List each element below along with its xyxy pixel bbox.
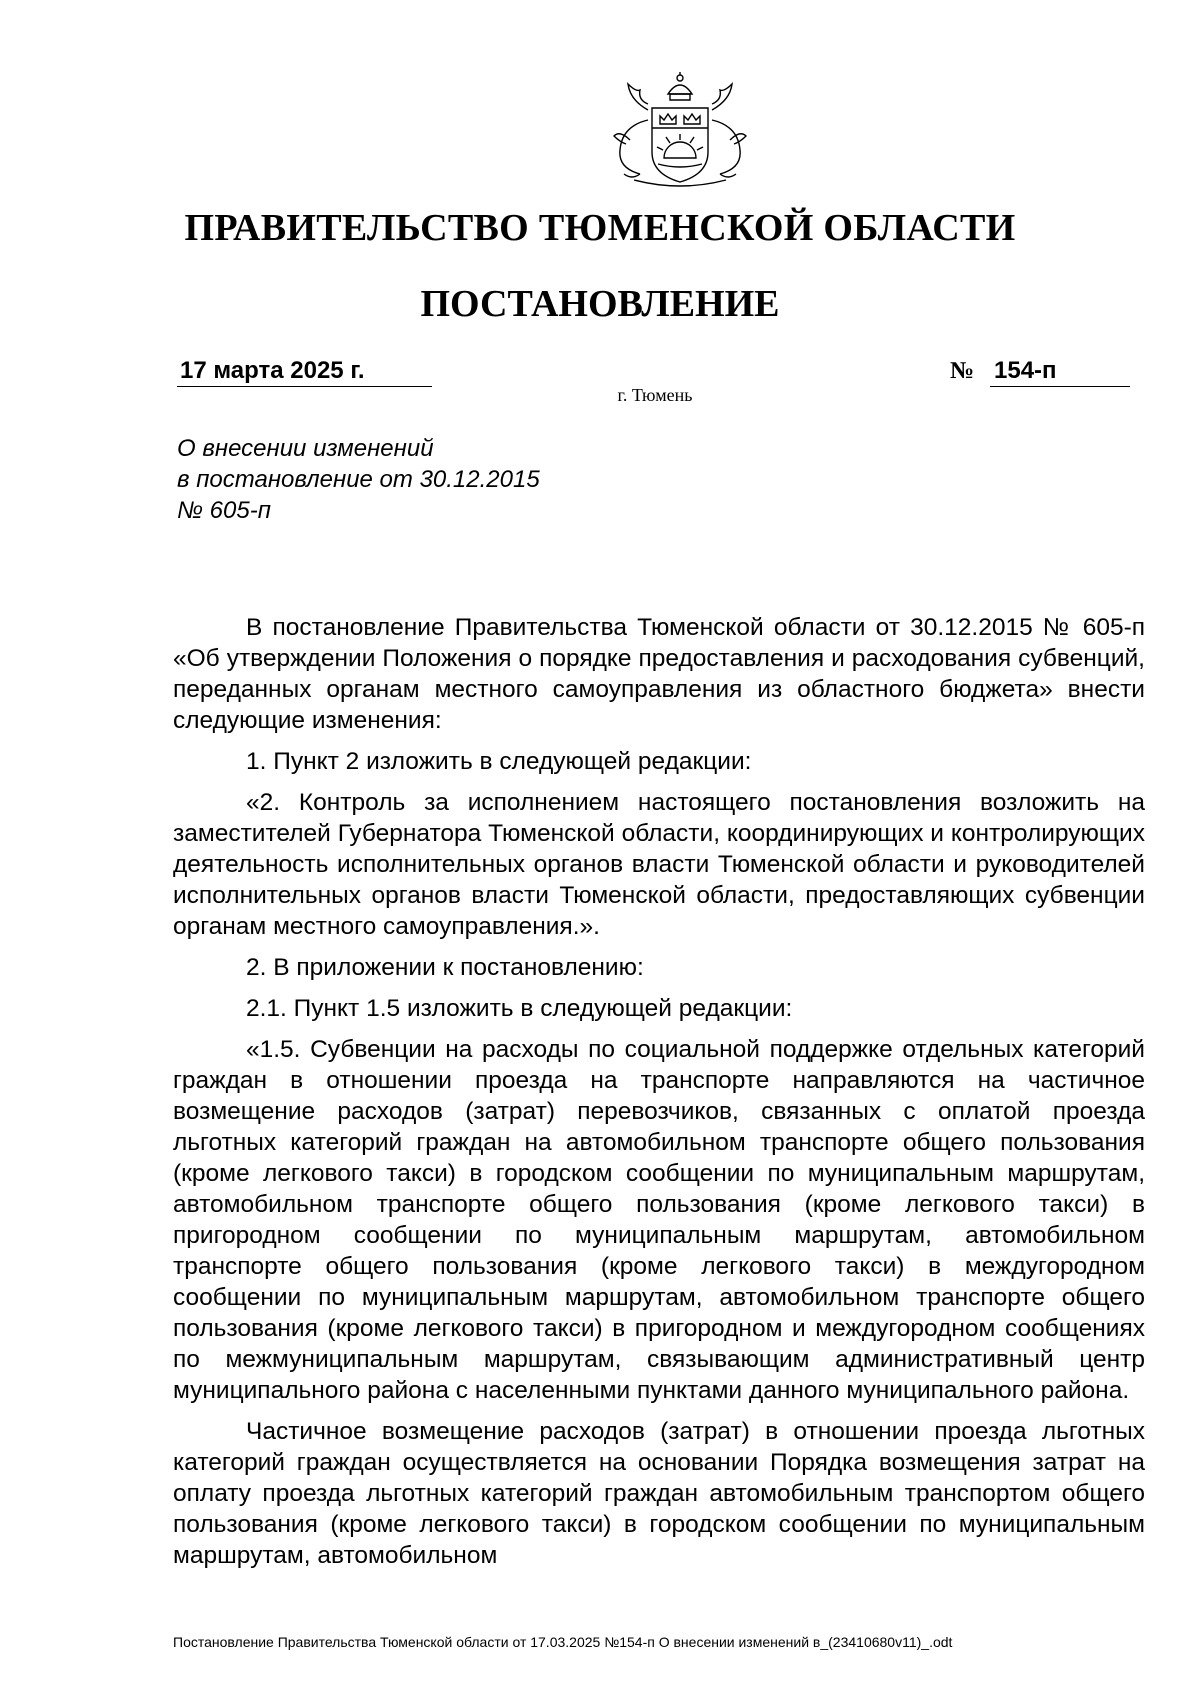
city-label: г. Тюмень	[617, 385, 693, 405]
body-paragraph: Частичное возмещение расходов (затрат) в отношении проезда льготных категорий граждан осуществляется на основании Порядка возмещения затрат на оплату проезда льготных категорий граждан автомобильным транспортом общего пользования (кроме легкового такси) в городском сообщении по муниципальным маршрутам, автомобильном	[173, 1418, 1145, 1569]
subject-line: в постановление от 30.12.2015	[177, 466, 540, 493]
organization-title: ПРАВИТЕЛЬСТВО ТЮМЕНСКОЙ ОБЛАСТИ	[184, 207, 1016, 249]
coat-of-arms-emblem	[590, 70, 770, 190]
body-paragraph: В постановление Правительства Тюменской области от 30.12.2015 № 605-п «Об утверждении Положения о порядке предоставления и расходования субвенций, переданных органам местного самоуправления из областного бюджета» внести следующие изменения:	[173, 614, 1145, 734]
number-sign: №	[950, 358, 975, 384]
subject-line: № 605-п	[177, 497, 271, 524]
page-footer: Постановление Правительства Тюменской области от 17.03.2025 №154-п О внесении изменений в_(23410680v11)_.odt	[173, 1634, 953, 1650]
body-paragraph: «1.5. Субвенции на расходы по социальной поддержке отдельных категорий граждан в отношении проезда на транспорте направляются на частичное возмещение расходов (затрат) перевозчиков, связанных с оплатой проезда льготных категорий граждан на автомобильном транспорте общего пользования (кроме легкового такси) в городском сообщении по муниципальным маршрутам, автомобильном транспорте общего пользования (кроме легкового такси) в пригородном сообщении по муниципальным маршрутам, автомобильном транспорте общего пользования (кроме легкового такси) в междугородном сообщении по муниципальным маршрутам, автомобильном транспорте общего пользования (кроме легкового такси) в пригородном и междугородном сообщениях по межмуниципальным маршрутам, связывающим административный центр муниципального района с населенными пунктами данного муниципального района.	[173, 1036, 1145, 1404]
document-date: 17 марта 2025 г.	[177, 355, 432, 387]
document-number	[950, 355, 1130, 387]
document-subject	[177, 433, 540, 526]
coat-of-arms-icon	[590, 70, 770, 190]
document-body	[173, 612, 1145, 1581]
body-paragraph: 2. В приложении к постановлению:	[246, 954, 644, 981]
subject-line: О внесении изменений	[177, 435, 434, 462]
body-paragraph: 2.1. Пункт 1.5 изложить в следующей редакции:	[246, 995, 793, 1022]
document-number-value: 154-п	[990, 355, 1130, 387]
body-paragraph: 1. Пункт 2 изложить в следующей редакции:	[246, 748, 752, 775]
document-type-title: ПОСТАНОВЛЕНИЕ	[420, 283, 780, 325]
body-paragraph: «2. Контроль за исполнением настоящего постановления возложить на заместителей Губернатора Тюменской области, координирующих и контролирующих деятельность исполнительных органов власти Тюменской области и руководителей исполнительных органов власти Тюменской области, предоставляющих субвенции органам местного самоуправления.».	[173, 789, 1145, 940]
